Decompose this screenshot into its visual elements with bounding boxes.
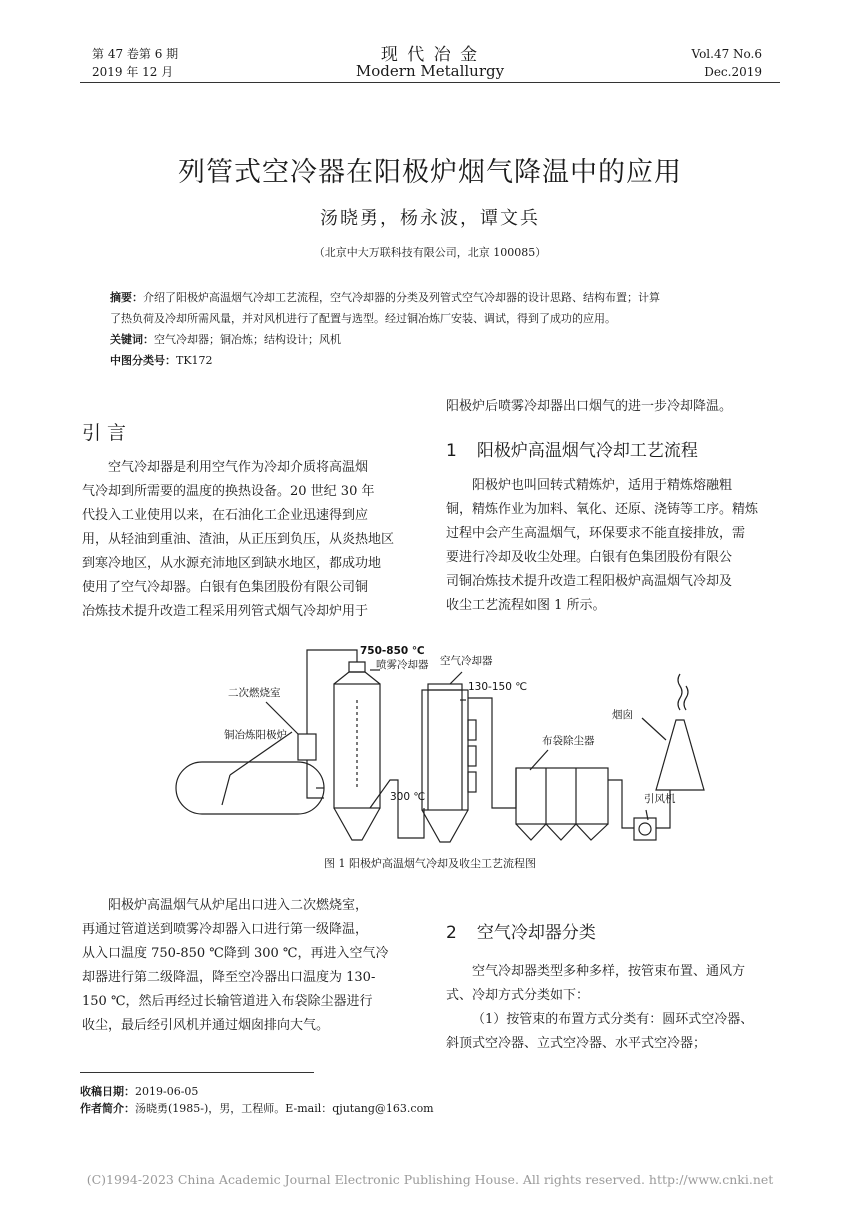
secondary-chamber-shape (298, 734, 316, 760)
label-inlet-temp: 750-850 ℃ (360, 645, 425, 657)
journal-name-cn: 现 代 冶 金 (380, 45, 480, 65)
spray-cooler-top (349, 662, 365, 672)
section-2-title: 空气冷却器分类 (476, 923, 596, 943)
sec1-line: 要进行冷却及收尘处理。白银有色集团股份有限公 (446, 550, 733, 565)
process-line: 收尘，最后经引风机并通过烟囱排向大气。 (82, 1018, 330, 1033)
footnote-rule (80, 1072, 314, 1073)
process-flow-diagram (170, 640, 730, 850)
intro-line: 到寒冷地区，从水源充沛地区到缺水地区，都成功地 (82, 556, 382, 571)
issue-number: 第 47 卷第 6 期 (92, 47, 179, 61)
process-line: 却器进行第二级降温，降至空冷器出口温度为 130- (82, 970, 376, 985)
intro-line: 冶炼技术提升改造工程采用列管式烟气冷却炉用于 (82, 604, 369, 619)
sec1-line: 过程中会产生高温烟气，环保要求不能直接排放，需 (446, 526, 746, 541)
anode-furnace-shape (176, 762, 324, 814)
sec2-line: 空气冷却器类型多种多样，按管束布置、通风方 (472, 964, 746, 979)
intro-paragraph (82, 456, 422, 624)
label-outlet-temp: 130-150 ℃ (468, 681, 528, 693)
section-1-paragraph (446, 474, 780, 618)
label-baghouse: 布袋除尘器 (542, 735, 595, 747)
section-2-number: 2 (446, 923, 457, 943)
section-2-paragraph (446, 960, 780, 1056)
intro-line: 气冷却到所需要的温度的换热设备。20 世纪 30 年 (82, 484, 375, 499)
label-air-cooler: 空气冷却器 (440, 655, 493, 667)
author-bio-value: 汤晓勇(1985-)，男，工程师。E-mail：qjutang@163.com (135, 1102, 434, 1115)
section-1-heading (446, 436, 698, 461)
received-value: 2019-06-05 (135, 1085, 199, 1098)
clc-label: 中图分类号： (110, 354, 176, 367)
sec1-line: 司铜冶炼技术提升改造工程阳极炉高温烟气冷却及 (446, 574, 733, 589)
intro-line: 使用了空气冷却器。白银有色集团股份有限公司铜 (82, 580, 369, 595)
journal-name-en: Modern Metallurgy (355, 62, 505, 80)
process-description-paragraph (82, 894, 422, 1038)
continuation-line: 阳极炉后喷雾冷却器出口烟气的进一步冷却降温。 (446, 399, 733, 414)
label-mid-temp: 300 ℃ (390, 791, 426, 803)
volume-en: Vol.47 No.6 (691, 47, 762, 61)
chimney-shape (656, 720, 704, 790)
paper-title: 列管式空冷器在阳极炉烟气降温中的应用 (178, 157, 682, 188)
issue-date: 2019 年 12 月 (92, 65, 174, 79)
process-line: 阳极炉高温烟气从炉尾出口进入二次燃烧室， (108, 898, 369, 913)
sec2-item-line: 斜顶式空冷器、立式空冷器、水平式空冷器； (446, 1036, 707, 1051)
keywords: 空气冷却器；铜冶炼；结构设计；风机 (154, 333, 341, 346)
abstract (110, 287, 760, 371)
abstract-label: 摘要： (110, 291, 143, 304)
intro-line: 用，从轻油到重油、渣油，从正压到负压，从炎热地区 (82, 532, 395, 547)
fan-shape (634, 818, 656, 840)
keywords-label: 关键词： (110, 333, 154, 346)
clc-number: TK172 (176, 354, 213, 367)
authors: 汤晓勇，杨永波，谭文兵 (320, 208, 540, 229)
header-rule (80, 82, 780, 83)
label-fan: 引风机 (644, 793, 676, 805)
intro-line: 代投入工业使用以来，在石油化工企业迅速得到应 (82, 508, 369, 523)
copyright-notice: (C)1994-2023 China Academic Journal Electronic Publishing House. All rights reserved. http://www.cnki.net (86, 1172, 774, 1187)
author-bio-label: 作者简介： (80, 1102, 135, 1115)
process-line: 150 ℃，然后再经过长输管道进入布袋除尘器进行 (82, 994, 373, 1009)
affiliation: （北京中大万联科技有限公司，北京 100085） (313, 246, 547, 259)
intro-heading: 引 言 (82, 422, 127, 444)
sec1-line: 阳极炉也叫回转式精炼炉，适用于精炼熔融粗 (472, 478, 733, 493)
figure-caption: 图 1 阳极炉高温烟气冷却及收尘工艺流程图 (324, 857, 536, 870)
process-line: 从入口温度 750-850 ℃降到 300 ℃，再进入空气冷 (82, 946, 389, 961)
date-en: Dec.2019 (704, 65, 762, 79)
intro-line: 空气冷却器是利用空气作为冷却介质将高温烟 (108, 460, 369, 475)
label-spray-cooler: 喷雾冷却器 (376, 659, 429, 671)
section-1-title: 阳极炉高温烟气冷却工艺流程 (476, 441, 698, 461)
author-bio (80, 1101, 434, 1117)
section-1-number: 1 (446, 441, 457, 461)
baghouse-body (516, 768, 608, 824)
label-anode-furnace: 铜冶炼阳极炉 (224, 729, 287, 741)
abstract-text-1: 介绍了阳极炉高温烟气冷却工艺流程，空气冷却器的分类及列管式空气冷却器的设计思路、结构布置；计算 (143, 291, 660, 304)
sec1-line: 收尘工艺流程如图 1 所示。 (446, 598, 606, 613)
sec1-line: 铜，精炼作业为加料、氧化、还原、浇铸等工序。精炼 (446, 502, 759, 517)
label-chimney: 烟囱 (612, 709, 633, 721)
sec2-item-line: （1）按管束的布置方式分类有：圆环式空冷器、 (472, 1012, 754, 1027)
process-line: 再通过管道送到喷雾冷却器入口进行第一级降温， (82, 922, 369, 937)
section-2-heading (446, 918, 596, 943)
received-date (80, 1084, 198, 1100)
label-secondary-chamber: 二次燃烧室 (228, 687, 281, 699)
air-cooler-body (422, 690, 468, 810)
received-label: 收稿日期： (80, 1085, 135, 1098)
abstract-text-2: 了热负荷及冷却所需风量，并对风机进行了配置与选型。经过铜冶炼厂安装、调试，得到了成功的应用。 (110, 312, 616, 325)
sec2-line: 式、冷却方式分类如下： (446, 988, 590, 1003)
